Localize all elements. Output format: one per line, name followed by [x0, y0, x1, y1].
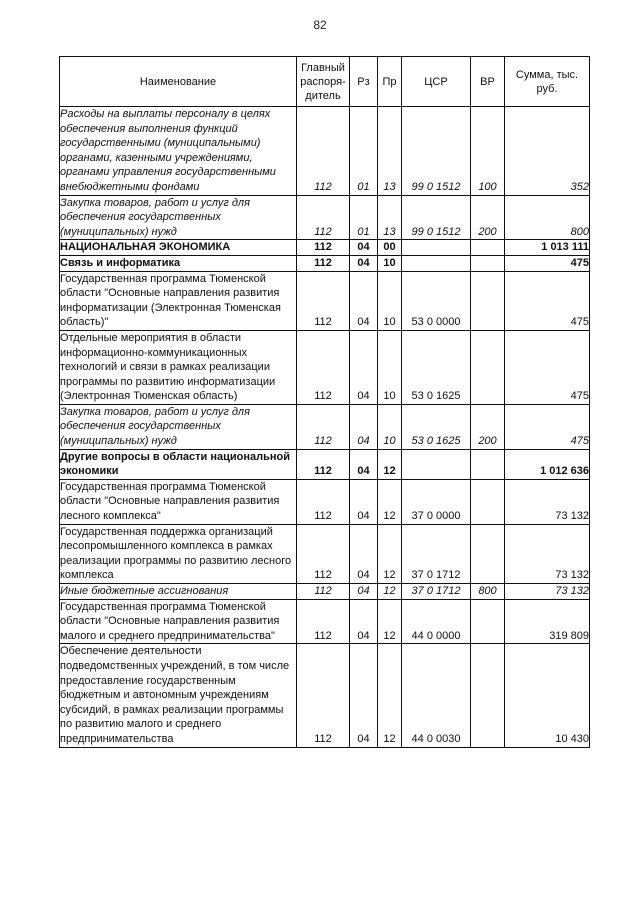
cell-sum: 1 012 636 — [505, 449, 590, 479]
cell-sum: 475 — [505, 271, 590, 330]
cell-name: Другие вопросы в области национальной экономики — [60, 449, 297, 479]
cell-glav: 112 — [297, 271, 350, 330]
cell-name: НАЦИОНАЛЬНАЯ ЭКОНОМИКА — [60, 240, 297, 256]
cell-csr — [402, 255, 471, 271]
header-pr: Пр — [378, 57, 402, 107]
page-number: 82 — [313, 18, 327, 32]
table-row — [60, 584, 590, 600]
cell-glav: 112 — [297, 240, 350, 256]
cell-csr: 37 0 0000 — [402, 479, 471, 524]
cell-name: Расходы на выплаты персоналу в целях обеспечения выполнения функций государственными (муниципальными) органами, казенными учреждениями, органами управления государственными внебюджетными фондами — [60, 107, 297, 196]
cell-pr: 12 — [378, 479, 402, 524]
cell-rz: 04 — [350, 330, 378, 404]
cell-vr — [471, 240, 505, 256]
cell-glav: 112 — [297, 644, 350, 747]
cell-sum: 10 430 — [505, 644, 590, 747]
cell-pr: 13 — [378, 195, 402, 240]
header-sum: Сумма, тыс. руб. — [505, 57, 590, 107]
header-rz: Рз — [350, 57, 378, 107]
table-row — [60, 644, 590, 747]
cell-sum: 475 — [505, 255, 590, 271]
cell-glav: 112 — [297, 195, 350, 240]
cell-sum: 1 013 111 — [505, 240, 590, 256]
cell-rz: 04 — [350, 255, 378, 271]
cell-vr: 100 — [471, 107, 505, 196]
cell-pr: 10 — [378, 404, 402, 449]
header-vr: ВР — [471, 57, 505, 107]
cell-pr: 10 — [378, 255, 402, 271]
cell-name: Обеспечение деятельности подведомственных учреждений, в том числе предоставление государственным бюджетным и автономным учреждениям субсидий, в рамках реализации программы по развитию малого и среднего предпринимательства — [60, 644, 297, 747]
cell-csr — [402, 449, 471, 479]
cell-vr — [471, 330, 505, 404]
header-csr: ЦСР — [402, 57, 471, 107]
cell-rz: 04 — [350, 584, 378, 600]
cell-pr: 12 — [378, 584, 402, 600]
cell-sum: 319 809 — [505, 599, 590, 644]
cell-name: Государственная программа Тюменской области "Основные направления развития малого и среднего предпринимательства" — [60, 599, 297, 644]
cell-sum: 73 132 — [505, 584, 590, 600]
cell-csr: 53 0 0000 — [402, 271, 471, 330]
cell-sum: 73 132 — [505, 524, 590, 583]
cell-glav: 112 — [297, 330, 350, 404]
cell-csr: 37 0 1712 — [402, 584, 471, 600]
table-row — [60, 240, 590, 256]
table-row — [60, 107, 590, 196]
cell-sum: 352 — [505, 107, 590, 196]
cell-pr: 10 — [378, 330, 402, 404]
cell-sum: 800 — [505, 195, 590, 240]
cell-pr: 13 — [378, 107, 402, 196]
table-row — [60, 195, 590, 240]
cell-glav: 112 — [297, 599, 350, 644]
cell-name: Иные бюджетные ассигнования — [60, 584, 297, 600]
cell-csr — [402, 240, 471, 256]
cell-vr — [471, 644, 505, 747]
cell-rz: 04 — [350, 240, 378, 256]
cell-rz: 04 — [350, 404, 378, 449]
cell-csr: 53 0 1625 — [402, 330, 471, 404]
table-row — [60, 271, 590, 330]
cell-vr — [471, 479, 505, 524]
header-row — [60, 57, 590, 107]
cell-glav: 112 — [297, 107, 350, 196]
cell-name: Отдельные мероприятия в области информационно-коммуникационных технологий и связи в рамках реализации программы по развитию информатизации (Электронная Тюменская область) — [60, 330, 297, 404]
cell-pr: 12 — [378, 644, 402, 747]
cell-pr: 10 — [378, 271, 402, 330]
table-row — [60, 449, 590, 479]
cell-sum: 475 — [505, 404, 590, 449]
table-row — [60, 479, 590, 524]
cell-name: Закупка товаров, работ и услуг для обеспечения государственных (муниципальных) нужд — [60, 195, 297, 240]
budget-table — [59, 56, 590, 748]
cell-rz: 04 — [350, 479, 378, 524]
cell-glav: 112 — [297, 584, 350, 600]
cell-rz: 04 — [350, 449, 378, 479]
cell-vr — [471, 255, 505, 271]
cell-pr: 12 — [378, 599, 402, 644]
cell-rz: 01 — [350, 195, 378, 240]
cell-glav: 112 — [297, 404, 350, 449]
cell-rz: 04 — [350, 524, 378, 583]
cell-vr: 200 — [471, 195, 505, 240]
cell-pr: 12 — [378, 524, 402, 583]
cell-name: Связь и информатика — [60, 255, 297, 271]
cell-glav: 112 — [297, 449, 350, 479]
cell-rz: 04 — [350, 599, 378, 644]
header-glav: Главный распоря-дитель — [297, 57, 350, 107]
cell-vr — [471, 449, 505, 479]
cell-vr — [471, 599, 505, 644]
cell-pr: 12 — [378, 449, 402, 479]
cell-glav: 112 — [297, 479, 350, 524]
cell-name: Государственная программа Тюменской области "Основные направления развития информатизации (Электронная Тюменская область)" — [60, 271, 297, 330]
cell-vr: 200 — [471, 404, 505, 449]
table-row — [60, 599, 590, 644]
cell-glav: 112 — [297, 255, 350, 271]
cell-csr: 44 0 0030 — [402, 644, 471, 747]
cell-name: Государственная поддержка организаций лесопромышленного комплекса в рамках реализации программы по развитию лесного комплекса — [60, 524, 297, 583]
table-row — [60, 404, 590, 449]
cell-sum: 73 132 — [505, 479, 590, 524]
cell-csr: 44 0 0000 — [402, 599, 471, 644]
cell-rz: 04 — [350, 271, 378, 330]
table-row — [60, 255, 590, 271]
cell-vr — [471, 524, 505, 583]
cell-pr: 00 — [378, 240, 402, 256]
header-name: Наименование — [60, 57, 297, 107]
cell-csr: 53 0 1625 — [402, 404, 471, 449]
cell-rz: 04 — [350, 644, 378, 747]
table-row — [60, 330, 590, 404]
cell-rz: 01 — [350, 107, 378, 196]
cell-glav: 112 — [297, 524, 350, 583]
cell-vr: 800 — [471, 584, 505, 600]
cell-csr: 37 0 1712 — [402, 524, 471, 583]
table-row — [60, 524, 590, 583]
cell-vr — [471, 271, 505, 330]
cell-csr: 99 0 1512 — [402, 107, 471, 196]
cell-csr: 99 0 1512 — [402, 195, 471, 240]
cell-name: Государственная программа Тюменской области "Основные направления развития лесного комплекса" — [60, 479, 297, 524]
cell-name: Закупка товаров, работ и услуг для обеспечения государственных (муниципальных) нужд — [60, 404, 297, 449]
cell-sum: 475 — [505, 330, 590, 404]
